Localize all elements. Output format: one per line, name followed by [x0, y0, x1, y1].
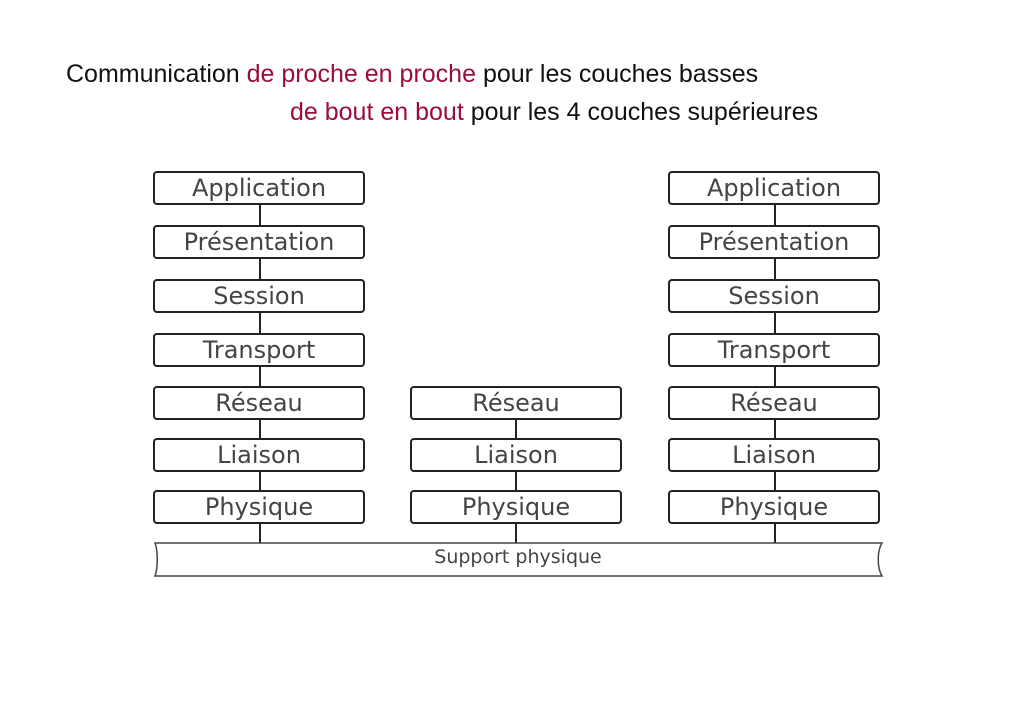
right-layer-physique: Physique — [668, 490, 880, 524]
right-layer-transport: Transport — [668, 333, 880, 367]
left-layer-liaison: Liaison — [153, 438, 365, 472]
title-line-2-highlight: de bout en bout — [290, 98, 464, 126]
left-layer-reseau: Réseau — [153, 386, 365, 420]
left-layer-session: Session — [153, 279, 365, 313]
title-line-2-suffix: pour les 4 couches supérieures — [470, 98, 819, 126]
left-layer-physique: Physique — [153, 490, 365, 524]
left-layer-transport: Transport — [153, 333, 365, 367]
right-layer-session: Session — [668, 279, 880, 313]
title-line-1-suffix: pour les couches basses — [482, 60, 759, 88]
title-line-1-highlight: de proche en proche — [246, 60, 476, 88]
left-layer-presentation: Présentation — [153, 225, 365, 259]
middle-layer-physique: Physique — [410, 490, 622, 524]
support-physique-label: Support physique — [434, 546, 602, 568]
right-layer-presentation: Présentation — [668, 225, 880, 259]
right-layer-reseau: Réseau — [668, 386, 880, 420]
title-line-1-prefix: Communication — [66, 60, 240, 88]
left-layer-application: Application — [153, 171, 365, 205]
right-layer-application: Application — [668, 171, 880, 205]
middle-layer-reseau: Réseau — [410, 386, 622, 420]
middle-layer-liaison: Liaison — [410, 438, 622, 472]
right-layer-liaison: Liaison — [668, 438, 880, 472]
